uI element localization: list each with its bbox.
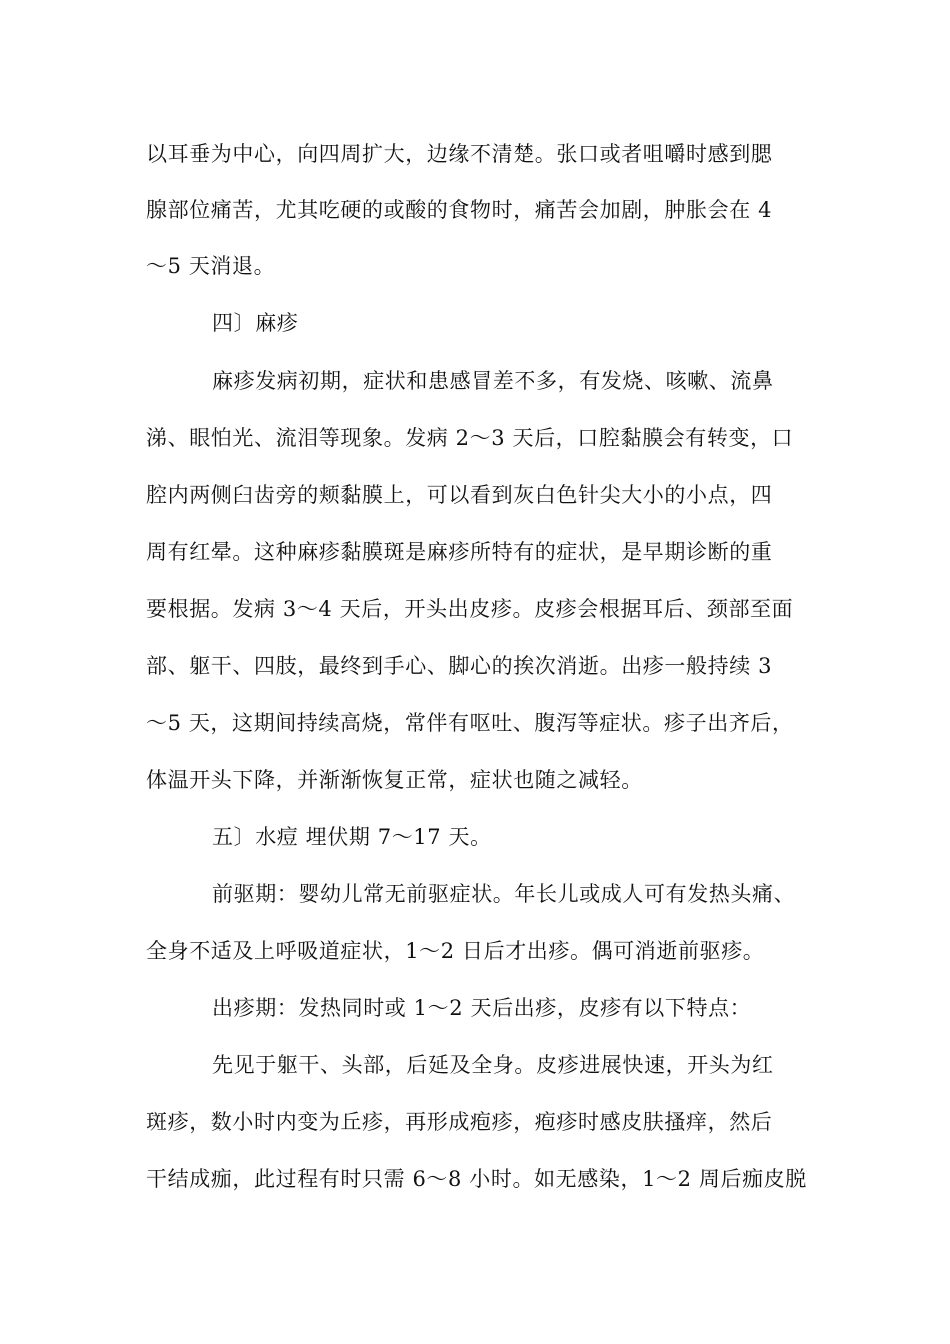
text-line: 要根据。发病 3～4 天后，开头出皮疹。皮疹会根据耳后、颈部至面 bbox=[146, 597, 794, 621]
text-line: 斑疹，数小时内变为丘疹，再形成疱疹，疱疹时感皮肤搔痒，然后 bbox=[146, 1110, 773, 1134]
text-line: 周有红晕。这种麻疹黏膜斑是麻疹所特有的症状，是早期诊断的重 bbox=[146, 540, 773, 564]
text-line: 全身不适及上呼吸道症状，1～2 日后才出疹。偶可消逝前驱疹。 bbox=[146, 939, 765, 963]
text-line: 出疹期：发热同时或 1～2 天后出疹，皮疹有以下特点： bbox=[212, 996, 752, 1020]
text-line: 干结成痂，此过程有时只需 6～8 小时。如无感染，1～2 周后痂皮脱 bbox=[146, 1167, 807, 1191]
text-line: 腔内两侧臼齿旁的颊黏膜上，可以看到灰白色针尖大小的小点，四 bbox=[146, 483, 773, 507]
text-line: 腺部位痛苦，尤其吃硬的或酸的食物时，痛苦会加剧，肿胀会在 4 bbox=[146, 198, 773, 222]
text-line: 前驱期：婴幼儿常无前驱症状。年长儿或成人可有发热头痛、 bbox=[212, 882, 796, 906]
text-line: 以耳垂为中心，向四周扩大，边缘不清楚。张口或者咀嚼时感到腮 bbox=[146, 142, 773, 166]
text-line: ～5 天消退。 bbox=[146, 254, 276, 278]
text-line: 部、躯干、四肢，最终到手心、脚心的挨次消逝。出疹一般持续 3 bbox=[146, 654, 773, 678]
text-line: ～5 天，这期间持续高烧，常伴有呕吐、腹泻等症状。疹子出齐后， bbox=[146, 711, 794, 735]
text-line: 先见于躯干、头部，后延及全身。皮疹进展快速，开头为红 bbox=[212, 1053, 774, 1077]
text-line: 体温开头下降，并渐渐恢复正常，症状也随之减轻。 bbox=[146, 768, 643, 792]
text-line: 麻疹发病初期，症状和患感冒差不多，有发烧、咳嗽、流鼻 bbox=[212, 369, 774, 393]
section-heading-chickenpox: 五〕水痘 埋伏期 7～17 天。 bbox=[212, 825, 492, 849]
section-heading-measles: 四〕麻疹 bbox=[212, 311, 299, 335]
text-line: 涕、眼怕光、流泪等现象。发病 2～3 天后，口腔黏膜会有转变，口 bbox=[146, 426, 794, 450]
